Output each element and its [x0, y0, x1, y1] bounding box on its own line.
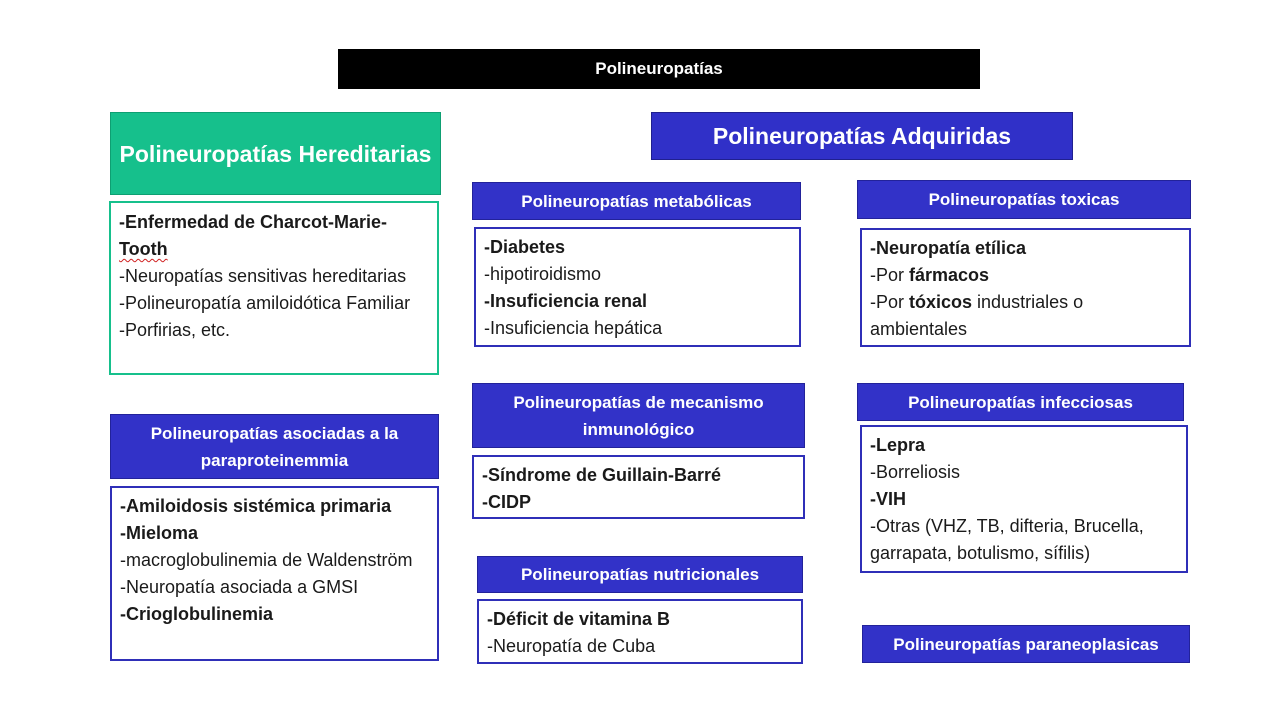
list-item: -Otras (VHZ, TB, difteria, Brucella, garrapata, botulismo, sífilis)	[870, 516, 1144, 563]
list-item: -Crioglobulinemia	[120, 604, 273, 624]
inmunologico-header: Polineuropatías de mecanismo inmunológico	[472, 383, 805, 448]
list-item: -Borreliosis	[870, 462, 961, 482]
list-item: -Insuficiencia renal	[484, 291, 648, 311]
list-item: -CIDP	[482, 492, 531, 512]
toxicas-header: Polineuropatías toxicas	[857, 180, 1191, 219]
nutricionales-list	[477, 599, 803, 664]
infecciosas-list	[860, 425, 1188, 573]
list-item: -Síndrome de Guillain-Barré	[482, 465, 722, 485]
paraproteinemia-header: Polineuropatías asociadas a la paraproteinemmia	[110, 414, 439, 479]
nutricionales-header: Polineuropatías nutricionales	[477, 556, 803, 593]
list-item: -Lepra	[870, 435, 926, 455]
paraproteinemia-list	[110, 486, 439, 661]
paraneoplasicas-header: Polineuropatías paraneoplasicas	[862, 625, 1190, 663]
list-item: -Amiloidosis sistémica primaria	[120, 496, 392, 516]
list-item: -Neuropatía asociada a GMSI	[120, 577, 359, 597]
hereditarias-header: Polineuropatías Hereditarias	[110, 112, 441, 195]
list-item: -Por fármacos	[870, 265, 990, 285]
adquiridas-header: Polineuropatías Adquiridas	[651, 112, 1073, 160]
list-item: -Insuficiencia hepática	[484, 318, 663, 338]
list-item: -Mieloma	[120, 523, 199, 543]
list-item: -Neuropatía etílica	[870, 238, 1027, 258]
infecciosas-header: Polineuropatías infecciosas	[857, 383, 1184, 421]
metabolicas-list	[474, 227, 801, 347]
list-item: -Diabetes	[484, 237, 566, 257]
inmunologico-list	[472, 455, 805, 519]
list-item: -Enfermedad de Charcot-Marie- Tooth	[119, 212, 388, 259]
toxicas-list	[860, 228, 1191, 347]
list-item: -Neuropatía de Cuba	[487, 636, 656, 656]
list-item: -Polineuropatía amiloidótica Familiar	[119, 293, 411, 313]
page-title: Polineuropatías	[338, 49, 980, 89]
list-item: -macroglobulinemia de Waldenström	[120, 550, 413, 570]
list-item: -VIH	[870, 489, 906, 509]
hereditarias-list	[109, 201, 439, 375]
list-item: -hipotiroidismo	[484, 264, 602, 284]
list-item: -Déficit de vitamina B	[487, 609, 671, 629]
list-item: -Por tóxicos industriales o ambientales	[870, 292, 1084, 339]
list-item: -Neuropatías sensitivas hereditarias	[119, 266, 407, 286]
list-item: -Porfirias, etc.	[119, 320, 231, 340]
metabolicas-header: Polineuropatías metabólicas	[472, 182, 801, 220]
